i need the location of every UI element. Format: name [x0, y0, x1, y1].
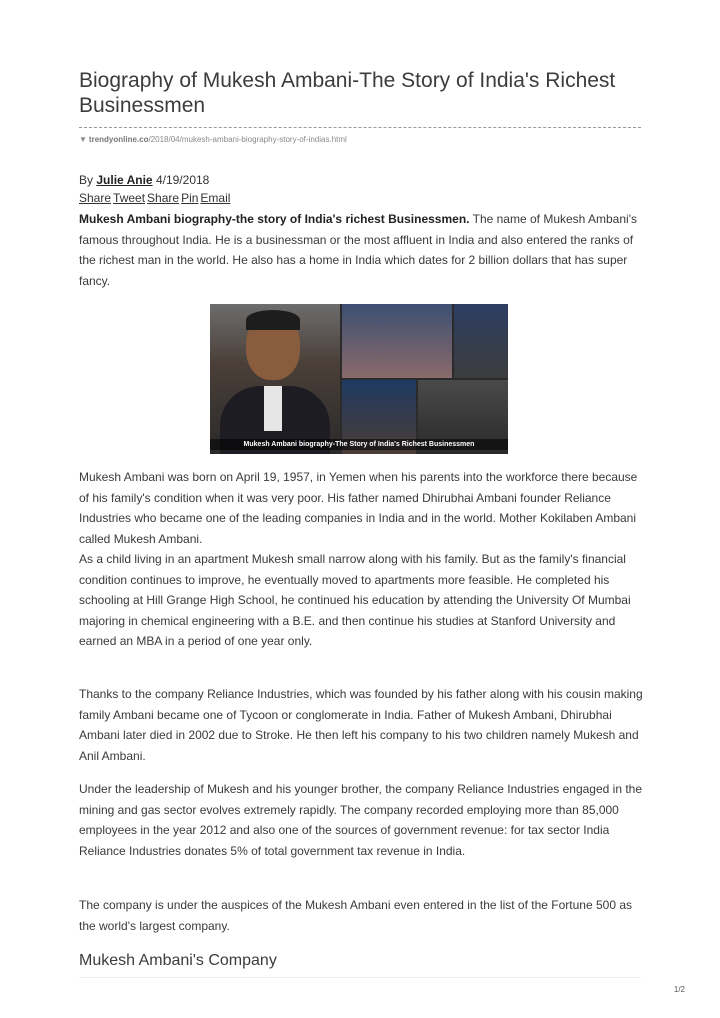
source-path: /2018/04/mukesh-ambani-biography-story-of-indias.html [148, 135, 347, 144]
pin-icon: ▼ [79, 135, 87, 144]
byline-prefix: By [79, 173, 94, 187]
paragraph-childhood: As a child living in an apartment Mukesh small narrow along with his family. But as the family's financial condition continues to improve, he eventually moved to apartments more feasible. He completed his schooling at Hill Grange High School, he continued his education by attending the University Of Mumbai majoring in chemical engineering with a B.E. and then continue his studies at Stanford University and earned an MBA in a period of one year only. [79, 552, 631, 648]
intro-text: The name of Mukesh Ambani's famous throughout India. He is a businessman or the most affluent in India and also entered the ranks of the richest man in the world. He also has a home in India which dates for 2 billion dollars that has super fancy. [79, 212, 637, 288]
paragraph-birth: Mukesh Ambani was born on April 19, 1957, in Yemen when his parents into the workforce there because of his family's condition when it was very poor. His father named Dhirubhai Ambani founder Reliance Industries who became one of the leading companies in India and in the world. Mother Kokilaben Ambani called Mukesh Ambani. [79, 470, 638, 546]
source-domain: trendyonline.co [88, 135, 149, 144]
title-divider [79, 127, 641, 128]
portrait-hair [246, 310, 300, 330]
portrait-shirt [264, 386, 282, 431]
share-links [79, 191, 232, 205]
intro-paragraph [79, 209, 645, 291]
byline [79, 173, 209, 187]
paragraph-fortune: The company is under the auspices of the Mukesh Ambani even entered in the list of the Fortune 500 as the world's largest company. [79, 898, 632, 933]
paragraph-leadership: Under the leadership of Mukesh and his younger brother, the company Reliance Industries engaged in the mining and gas sector evolves extremely rapidly. The company recorded employing more than 85,000 employees in the year 2012 and also one of the sources of government revenue: for tax sector India Reliance Industries donates 5% of total government tax revenue in India. [79, 782, 643, 858]
intro-bold: Mukesh Ambani biography-the story of India's richest Businessmen. [79, 212, 470, 226]
share-link[interactable]: Share [79, 191, 112, 205]
photo-tile-logo [454, 304, 508, 378]
photo-tile-family [342, 304, 452, 378]
pin-link[interactable]: Pin [181, 191, 199, 205]
post-date: 4/19/2018 [155, 173, 210, 187]
page-number: 1/2 [673, 985, 685, 994]
image-caption: Mukesh Ambani biography-The Story of India's Richest Businessmen [210, 439, 508, 450]
section-divider [79, 977, 641, 978]
paragraph-company-founding: Thanks to the company Reliance Industries, which was founded by his father along with his cousin making family Ambani became one of Tycoon or conglomerate in India. Father of Mukesh Ambani, Dhirubhai Ambani later died in 2002 due to Stroke. He then left his company to his two children namely Mukesh and Anil Ambani. [79, 687, 643, 763]
tweet-link[interactable]: Tweet [113, 191, 146, 205]
source-url[interactable] [79, 135, 347, 144]
article-title: Biography of Mukesh Ambani-The Story of India's Richest Businessmen [79, 69, 616, 117]
author-link[interactable]: Julie Anie [96, 173, 153, 187]
share-link-2[interactable]: Share [147, 191, 180, 205]
email-link[interactable]: Email [200, 191, 231, 205]
article-image [210, 304, 508, 454]
section-heading: Mukesh Ambani's Company [79, 952, 277, 969]
